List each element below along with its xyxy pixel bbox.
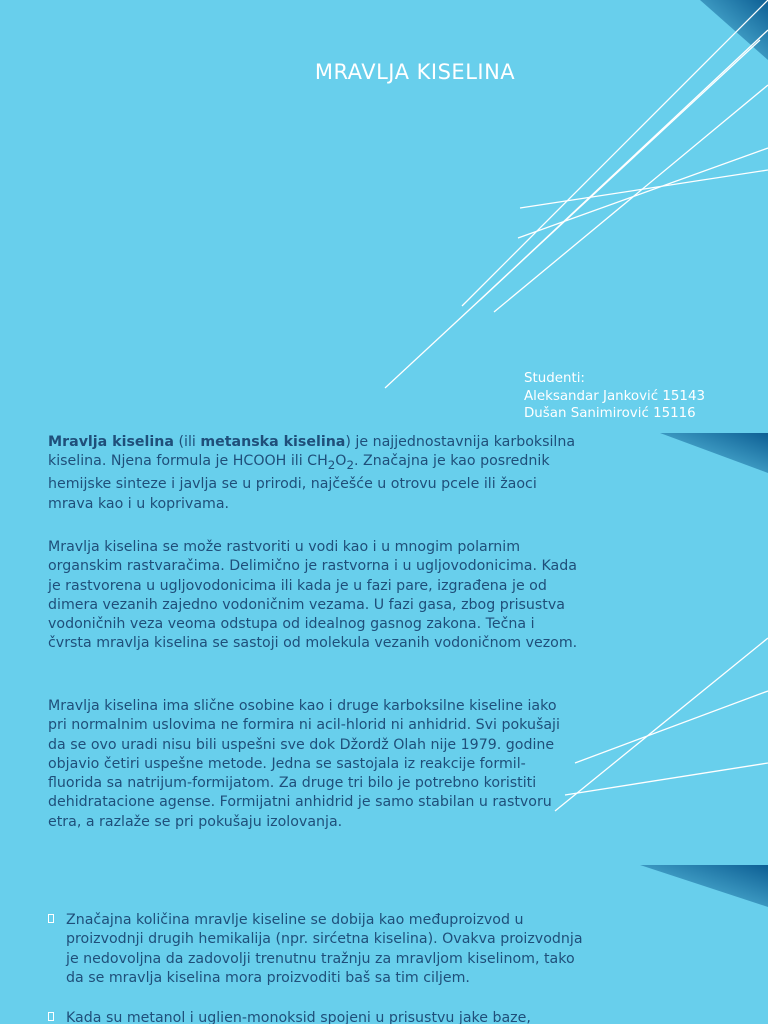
paragraph-solubility: Mravlja kiselina se može rastvoriti u vodi kao i u mnogim polarnim organskim rastvaračima. Delimično je rastvorna i u ugljovodonicima. Kada je rastvorena u ugljovodonicima ili kada je u fazi pare, izgrađena je od dimera vezanih zajedno vodoničnim vezama. U fazi gasa, zbog prisustva vodoničnih veza veoma odstupa od idealnog gasnog zakona. Tečna i čvrsta mravlja kiselina se sastoji od molekula vezanih vodoničnom vezom. <box>48 539 578 652</box>
formula-subscript: 2 <box>346 458 354 473</box>
deco-line <box>575 691 768 763</box>
term-alt-name: metanska kiselina <box>200 434 346 450</box>
definition-text-end: . Značajna je kao posrednik hemijske sinteze i javlja se u prirodi, najčešće u otrovu pcele ili žaoci mrava kao i u koprivama. <box>48 453 550 512</box>
formula-atom: O <box>335 453 347 470</box>
content-slide <box>0 433 768 865</box>
paragraph-definition <box>48 433 578 514</box>
deco-line <box>518 148 768 238</box>
deco-line <box>494 85 768 312</box>
deco-line <box>555 638 768 811</box>
deco-line <box>565 763 768 795</box>
corner-gradient <box>660 433 768 473</box>
bullet-item <box>48 911 588 988</box>
deco-line <box>462 0 768 306</box>
bullet-marker-icon <box>48 914 54 923</box>
deco-line <box>385 40 760 388</box>
definition-text: ) je najjednostavnija karboksilna kiselina. Njena formula je HCOOH ili CH <box>48 434 576 470</box>
student-name: Dušan Sanimirović 15116 <box>524 406 696 421</box>
title-slide <box>0 0 768 433</box>
corner-gradient <box>700 0 768 60</box>
term-name: Mravlja kiselina <box>48 434 174 450</box>
students-label: Studenti: <box>524 371 585 386</box>
bullet-item <box>48 1009 588 1024</box>
slide-title: MRAVLJA KISELINA <box>314 60 516 84</box>
student-name: Aleksandar Janković 15143 <box>524 388 705 404</box>
paragraph-properties: Mravlja kiselina ima slične osobine kao i druge karboksilne kiseline iako pri normalnim uslovima ne formira ni acil-hlorid ni anhidrid. Svi pokušaji da se ovo uradi nisu bili uspešni sve dok Džordž Olah nije 1979. godine objavio četiri uspešne metode. Jedna se sastojala iz reakcije formil-fluorida sa natrijum-formijatom. Za druge tri bilo je potrebno koristiti dehidratacione agense. Formijatni anhidrid je samo stabilan u rastvoru etra, a razlaže se pri pokušaju izolovanja. <box>48 698 560 830</box>
deco-line <box>520 170 768 208</box>
students-block <box>524 370 705 423</box>
formula-subscript: 2 <box>327 458 336 473</box>
bullet-marker-icon <box>48 1012 54 1021</box>
bullet-text: Značajna količina mravlje kiseline se dobija kao međuproizvod u proizvodnji drugih hemikalija (npr. sirćetna kiselina). Ovakva proizvodnja je nedovoljna da zadovolji trenutnu tražnju za mravljom kiselinom, tako da se mravlja kiselina mora proizvoditi baš sa tim ciljem. <box>66 912 583 986</box>
bullet-slide <box>0 865 768 1024</box>
corner-gradient <box>640 865 768 907</box>
paren-open: (ili <box>173 434 201 450</box>
bullet-text: Kada su metanol i uglien-monoksid spojeni u prisustvu jake baze, <box>66 1010 531 1024</box>
